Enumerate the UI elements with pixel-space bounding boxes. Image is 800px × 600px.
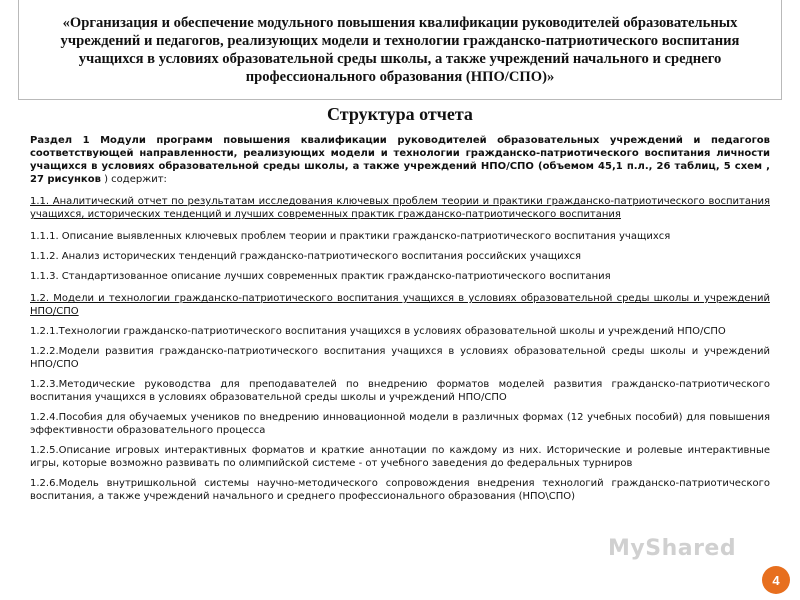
item-1-1: 1.1. Аналитический отчет по результатам исследования ключевых проблем теории и практики гражданско-патриотического воспитания учащихся, исторических тенденций и лучших современных практик гражданско-патриотического воспитания (30, 196, 770, 220)
item-1-1-3: 1.1.3. Стандартизованное описание лучших современных практик гражданско-патриотического воспитания (30, 271, 611, 282)
section-heading (30, 134, 770, 186)
item-1-1-1: 1.1.1. Описание выявленных ключевых проблем теории и практики гражданско-патриотического воспитания учащихся (30, 231, 671, 242)
page-number-badge: 4 (762, 566, 790, 594)
header-title: «Организация и обеспечение модульного повышения квалификации руководителей образовательных учреждений и педагогов, реализующих модели и технологии гражданско-патриотического воспитания учащихся в условиях образовательной среды школы, а также учреждений начального и среднего профессионального образования (НПО/СПО)» (60, 15, 740, 85)
item-1-2: 1.2. Модели и технологии гражданско-патриотического воспитания учащихся в условиях образовательной среды школы и учреждений НПО/СПО (30, 293, 770, 317)
section-heading-tail: ) содержит: (100, 174, 167, 185)
document-title: Структура отчета (327, 104, 473, 124)
section-heading-bold: Раздел 1 Модули программ повышения квалификации руководителей образовательных учреждений и педагогов соответствующей направленности, реализующих модели и технологии гражданско-патриотического воспитания личности учащихся в условиях образовательной среды школы, а также учреждений НПО/СПО (объемом 45,1 п.л., 26 таблиц, 5 схем , 27 рисунков (30, 135, 770, 185)
watermark: MyShared (608, 536, 737, 561)
header-box (18, 0, 782, 100)
document-body (30, 134, 770, 510)
item-1-2-6: 1.2.6.Модель внутришкольной системы научно-методического сопровождения внедрения технологий гражданско-патриотического воспитания, а также учреждений начального и среднего профессионального образования (НПО\СПО) (30, 478, 770, 502)
item-1-2-3: 1.2.3.Методические руководства для преподавателей по внедрению форматов моделей развития гражданско-патриотического воспитания учащихся в условиях образовательной среды школы и учреждений НПО/СПО (30, 379, 770, 403)
item-1-1-2: 1.1.2. Анализ исторических тенденций гражданско-патриотического воспитания российских учащихся (30, 251, 582, 262)
item-1-2-4: 1.2.4.Пособия для обучаемых учеников по внедрению инновационной модели в различных формах (12 учебных пособий) для повышения эффективности образовательного процесса (30, 412, 770, 436)
item-1-2-1: 1.2.1.Технологии гражданско-патриотического воспитания учащихся в условиях образовательной школы и учреждений НПО/СПО (30, 326, 726, 337)
item-1-2-5: 1.2.5.Описание игровых интерактивных форматов и краткие аннотации по каждому из них. Исторические и ролевые интерактивные игры, которые возможно развивать по олимпийской системе - от учебного заведения до федеральных турниров (30, 445, 770, 469)
item-1-2-2: 1.2.2.Модели развития гражданско-патриотического воспитания учащихся в условиях образовательной среды школы и учреждений НПО/СПО (30, 346, 770, 370)
